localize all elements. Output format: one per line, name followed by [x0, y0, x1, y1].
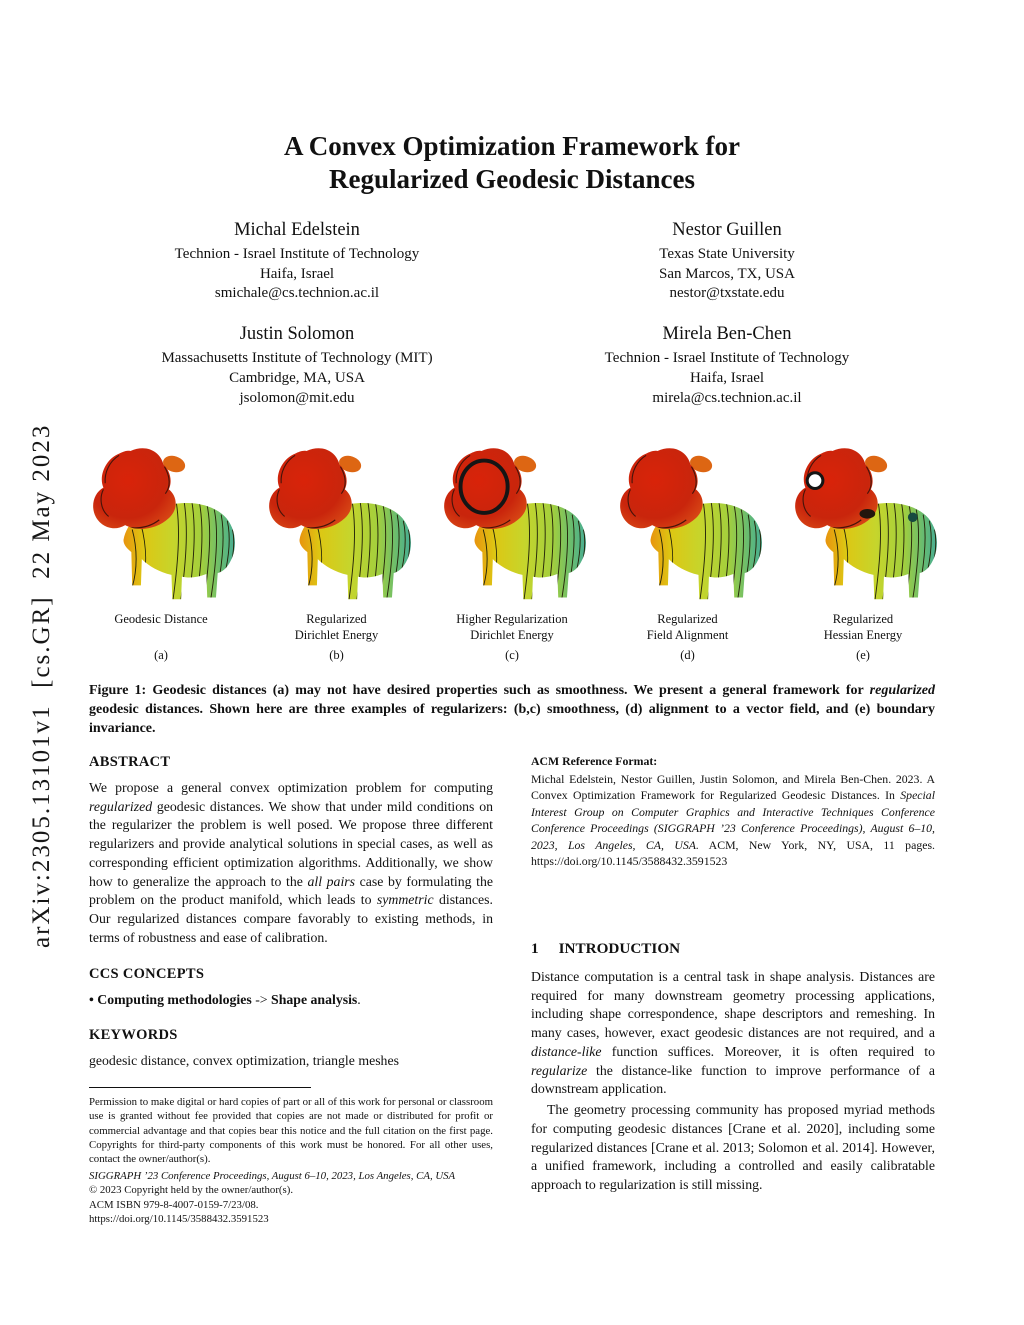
figure-1-caption: Figure 1: Geodesic distances (a) may not have desired properties such as smoothness. We present a general framework for regularized geodesic distances. Shown here are three examples of regularizers: (b,c) smoothness, (d) alignment to a vector field, and (e) boundary invariance.	[89, 682, 935, 736]
copyright-line: © 2023 Copyright held by the owner/author(s).	[89, 1184, 294, 1197]
cow-render	[429, 437, 595, 608]
cow-head-shape	[269, 448, 352, 529]
ccs-concepts-text: • Computing methodologies -> Shape analysis.	[89, 991, 361, 1007]
author-email: nestor@txstate.edu	[669, 285, 785, 302]
introduction-paragraph-1: Distance computation is a central task in shape analysis. Distances are required for many downstream geometry processing applications, including shape correspondence, shape descriptors and remeshing. In many cases, however, exact geodesic distances are not required, and a distance-like function suffices. Moreover, it is often required to regularize the distance-like function to improve performance of a downstream application.	[531, 968, 935, 1097]
panel-caption-line: Regularized	[306, 611, 367, 626]
author-affiliation: Technion - Israel Institute of Technology	[604, 350, 850, 367]
author-name: Justin Solomon	[239, 324, 355, 345]
panel-label: (e)	[856, 647, 870, 662]
author-affiliation: Texas State University	[659, 245, 795, 262]
acm-reference-text: Michal Edelstein, Nestor Guillen, Justin Solomon, and Mirela Ben-Chen. 2023. A Convex Optimization Framework for Regularized Geodesic Distances. In Special Interest Group on Computer Graphics and Interactive Techniques Conference Conference Proceedings (SIGGRAPH ’23 Conference Proceedings), August 6–10, 2023, Los Angeles, CA, USA. ACM, New York, NY, USA, 11 pages. https://doi.org/10.1145/3588432.3591523	[531, 771, 935, 869]
author-block	[82, 220, 512, 304]
cow-model-image	[78, 437, 244, 608]
panel-caption-line: Field Alignment	[646, 628, 729, 643]
author-city: Cambridge, MA, USA	[229, 370, 365, 387]
paper-title-line2: Regularized Geodesic Distances	[329, 163, 695, 194]
section-title: INTRODUCTION	[558, 939, 681, 957]
author-name: Nestor Guillen	[672, 219, 782, 240]
figure-panel-b	[254, 437, 420, 663]
author-email: jsolomon@mit.edu	[239, 389, 355, 406]
permission-statement: Permission to make digital or hard copies of part or all of this work for personal or classroom use is granted without fee provided that copies are not made or distributed for profit or commercial advantage and that copies bear this notice and the full citation on the first page. Copyrights for third-party components of this work must be honored. For all other uses, contact the owner/author(s).	[89, 1096, 493, 1166]
left-column	[89, 754, 493, 1226]
section-number: 1	[531, 939, 539, 957]
panel-caption-line: Regularized	[832, 611, 894, 626]
panel-caption-line: Dirichlet Energy	[294, 628, 379, 643]
ccs-heading: CCS CONCEPTS	[89, 965, 205, 982]
cow-model-image	[429, 437, 595, 608]
figure-panel-c	[429, 437, 595, 663]
author-affiliation: Technion - Israel Institute of Technology	[174, 245, 420, 262]
figure-panel-d	[605, 437, 771, 663]
cow-model-image	[254, 437, 420, 608]
footnote-rule	[89, 1087, 311, 1088]
isbn-line: ACM ISBN 979-8-4007-0159-7/23/08.	[89, 1198, 259, 1211]
author-email: smichale@cs.technion.ac.il	[214, 285, 380, 302]
cow-model-image	[605, 437, 771, 608]
author-email: mirela@cs.technion.ac.il	[652, 389, 802, 406]
conference-citation: SIGGRAPH ’23 Conference Proceedings, August 6–10, 2023, Los Angeles, CA, USA	[89, 1169, 456, 1182]
panel-label: (d)	[680, 647, 695, 662]
introduction-paragraph-2: The geometry processing community has proposed myriad methods for computing geodesic distances [Crane et al. 2020], including some regularized distances [Crane et al. 2013; Solomon et al. 2014]. However, a unified framework, including a controlled and easily calibratable approach to regularization is still missing.	[531, 1102, 935, 1193]
abstract-heading: ABSTRACT	[89, 753, 171, 770]
author-block	[82, 324, 512, 408]
panel-caption-line: Higher Regularization	[456, 611, 568, 626]
panel-label: (c)	[505, 647, 519, 662]
cow-render	[78, 437, 244, 608]
cow-head-shape	[620, 448, 703, 529]
author-block	[512, 324, 942, 408]
two-column-body	[89, 754, 935, 1226]
cow-head-shape	[93, 448, 176, 529]
author-block	[512, 220, 942, 304]
keywords-text: geodesic distance, convex optimization, triangle meshes	[89, 1053, 399, 1069]
figure-panel-a	[78, 437, 244, 663]
cow-render	[780, 437, 946, 608]
introduction-heading	[531, 940, 935, 958]
abstract-text: We propose a general convex optimization problem for computing regularized geodesic distances. We show that under mild conditions on the regularizer the problem is well posed. We propose three different regularizers and provide analytical solutions in special cases, as well as corresponding efficient optimization algorithms. Additionally, we show how to generalize the approach to the all pairs case by formulating the problem on the product manifold, which leads to symmetric distances. Our regularized distances compare favorably to existing methods, in terms of robustness and ease of calibration.	[89, 779, 493, 945]
author-name: Michal Edelstein	[234, 219, 360, 240]
panel-caption-line: Dirichlet Energy	[470, 628, 554, 643]
right-column	[531, 754, 935, 1226]
author-city: Haifa, Israel	[689, 370, 765, 387]
author-city: San Marcos, TX, USA	[659, 265, 795, 282]
panel-caption-line: Hessian Energy	[823, 628, 903, 643]
figure-panel-e	[780, 437, 946, 663]
authors-grid	[82, 220, 942, 409]
author-affiliation: Massachusetts Institute of Technology (MIT)	[161, 350, 433, 367]
panel-label: (b)	[329, 647, 344, 662]
panel-caption-line: Regularized	[657, 611, 718, 626]
cow-render	[605, 437, 771, 608]
paper-title	[0, 0, 1024, 196]
panel-caption-line: Geodesic Distance	[114, 611, 208, 626]
author-city: Haifa, Israel	[259, 265, 335, 282]
figure-1-panels	[78, 437, 946, 663]
cow-render	[254, 437, 420, 608]
author-name: Mirela Ben-Chen	[662, 324, 792, 345]
paper-title-line1: A Convex Optimization Framework for	[284, 131, 740, 161]
keywords-heading: KEYWORDS	[89, 1027, 178, 1044]
cow-model-image	[780, 437, 946, 608]
arxiv-watermark: arXiv:2305.13101v1 [cs.GR] 22 May 2023	[28, 423, 55, 948]
acm-reference-heading: ACM Reference Format:	[531, 753, 658, 768]
doi-link[interactable]: https://doi.org/10.1145/3588432.3591523	[89, 1212, 269, 1225]
panel-label: (a)	[154, 647, 168, 662]
